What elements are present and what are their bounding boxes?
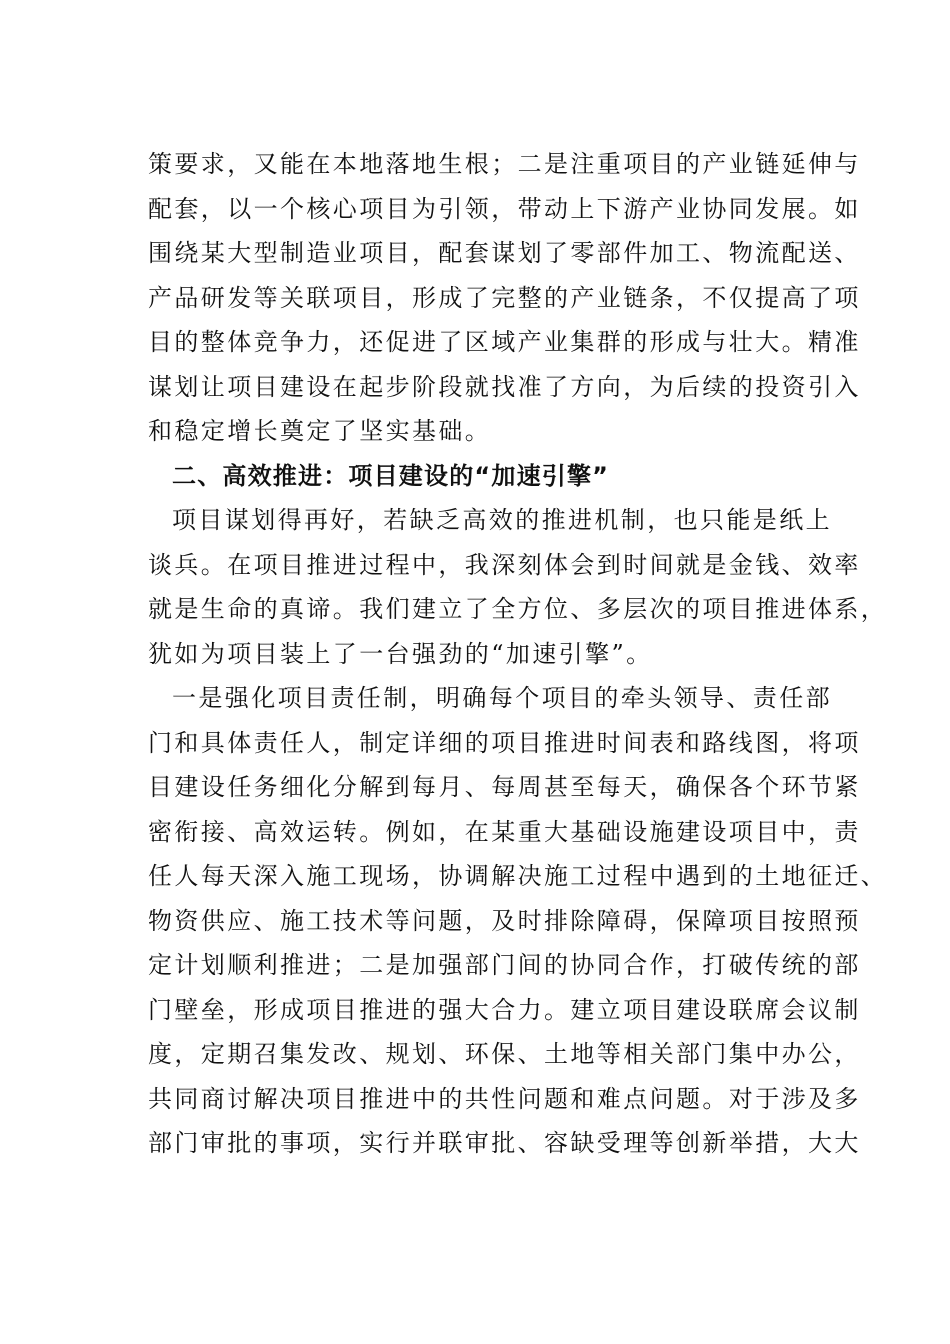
document-body	[148, 142, 888, 1166]
paragraph-line: 围绕某大型制造业项目，配套谋划了零部件加工、物流配送、	[148, 239, 861, 267]
paragraph-line: 度，定期召集发改、规划、环保、土地等相关部门集中办公，	[148, 1040, 861, 1068]
paragraph-line: 定计划顺利推进；二是加强部门间的协同合作，打破传统的部	[148, 951, 861, 979]
paragraph-line: 目的整体竞争力，还促进了区域产业集群的形成与壮大。精准	[148, 328, 861, 356]
paragraph-line: 谈兵。在项目推进过程中，我深刻体会到时间就是金钱、效率	[148, 550, 861, 579]
paragraph-line: 门和具体责任人，制定详细的项目推进时间表和路线图，将项	[148, 728, 861, 757]
section-heading: 二、高效推进：项目建设的“加速引擎”	[172, 461, 610, 490]
paragraph-line: 一是强化项目责任制，明确每个项目的牵头领导、责任部	[172, 684, 832, 712]
paragraph-line: 密衔接、高效运转。例如，在某重大基础设施建设项目中，责	[148, 817, 861, 846]
paragraph-line: 配套，以一个核心项目为引领，带动上下游产业协同发展。如	[148, 194, 861, 223]
paragraph-line: 任人每天深入施工现场，协调解决施工过程中遇到的土地征迁、	[148, 862, 888, 890]
paragraph-line: 谋划让项目建设在起步阶段就找准了方向，为后续的投资引入	[148, 372, 861, 401]
paragraph-line: 策要求，又能在本地落地生根；二是注重项目的产业链延伸与	[148, 150, 861, 178]
paragraph-line: 就是生命的真谛。我们建立了全方位、多层次的项目推进体系，	[148, 595, 888, 623]
paragraph-line: 犹如为项目装上了一台强劲的“加速引擎”。	[148, 639, 653, 668]
paragraph-line: 和稳定增长奠定了坚实基础。	[148, 417, 492, 445]
paragraph-line: 物资供应、施工技术等问题，及时排除障碍，保障项目按照预	[148, 906, 861, 935]
paragraph-line: 产品研发等关联项目，形成了完整的产业链条，不仅提高了项	[148, 283, 861, 312]
paragraph-line: 项目谋划得再好，若缺乏高效的推进机制，也只能是纸上	[172, 506, 832, 534]
paragraph-line: 门壁垒，形成项目推进的强大合力。建立项目建设联席会议制	[148, 995, 861, 1024]
paragraph-line: 共同商讨解决项目推进中的共性问题和难点问题。对于涉及多	[148, 1084, 861, 1113]
paragraph-line: 目建设任务细化分解到每月、每周甚至每天，确保各个环节紧	[148, 773, 861, 801]
paragraph-line: 部门审批的事项，实行并联审批、容缺受理等创新举措，大大	[148, 1129, 861, 1157]
